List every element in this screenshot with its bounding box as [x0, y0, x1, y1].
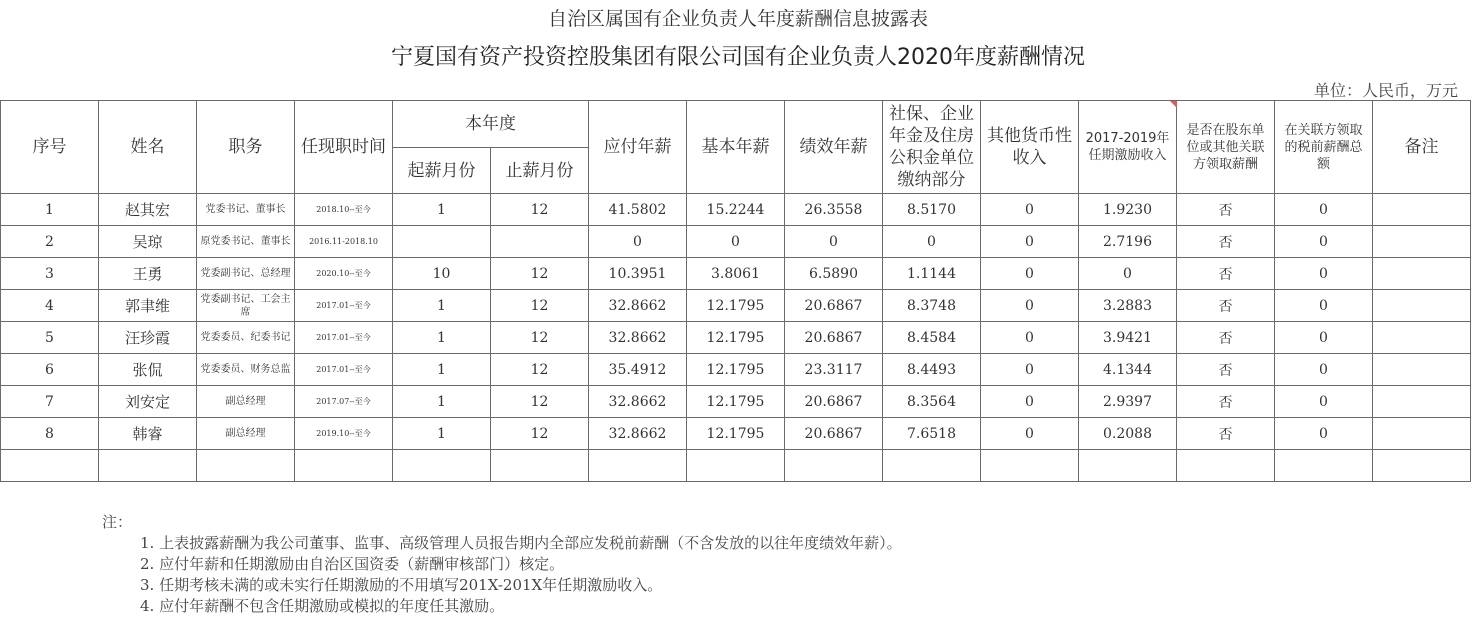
cell-performance-salary: 20.6867	[785, 290, 883, 322]
cell-position: 原党委书记、董事长	[197, 226, 295, 258]
cell-social-insurance: 8.3564	[883, 386, 981, 418]
cell-performance-salary: 0	[785, 226, 883, 258]
header-remark: 备注	[1373, 101, 1471, 194]
cell-social-insurance: 8.4584	[883, 322, 981, 354]
cell-related-total: 0	[1275, 418, 1373, 450]
cell-start-month	[393, 226, 491, 258]
table-row	[1, 322, 1471, 354]
cell-name: 赵其宏	[99, 194, 197, 226]
cell-other-income: 0	[981, 194, 1079, 226]
cell-empty	[1177, 450, 1275, 482]
cell-payable-salary: 32.8662	[589, 322, 687, 354]
cell-base-salary: 12.1795	[687, 290, 785, 322]
cell-empty	[393, 450, 491, 482]
table-row	[1, 226, 1471, 258]
cell-position: 党委副书记、工会主席	[197, 290, 295, 322]
cell-other-income: 0	[981, 258, 1079, 290]
cell-base-salary: 0	[687, 226, 785, 258]
table-row	[1, 386, 1471, 418]
cell-term-incentive: 0.2088	[1079, 418, 1177, 450]
cell-seq: 1	[1, 194, 99, 226]
cell-term-incentive: 2.9397	[1079, 386, 1177, 418]
cell-start-month: 1	[393, 194, 491, 226]
cell-remark	[1373, 290, 1471, 322]
cell-end-month: 12	[491, 386, 589, 418]
cell-payable-salary: 41.5802	[589, 194, 687, 226]
cell-social-insurance: 8.4493	[883, 354, 981, 386]
cell-term-incentive: 1.9230	[1079, 194, 1177, 226]
cell-performance-salary: 20.6867	[785, 386, 883, 418]
cell-name: 刘安定	[99, 386, 197, 418]
header-name: 姓名	[99, 101, 197, 194]
cell-payable-salary: 10.3951	[589, 258, 687, 290]
cell-term-incentive: 4.1344	[1079, 354, 1177, 386]
table-row	[1, 194, 1471, 226]
cell-performance-salary: 6.5890	[785, 258, 883, 290]
cell-empty	[589, 450, 687, 482]
note-item: 3. 任期考核未满的或未实行任期激励的不用填写201X-201X年任期激励收入。	[140, 576, 663, 594]
cell-social-insurance: 1.1144	[883, 258, 981, 290]
cell-shareholder-pay: 否	[1177, 290, 1275, 322]
cell-empty	[1, 450, 99, 482]
cell-related-total: 0	[1275, 226, 1373, 258]
cell-seq: 6	[1, 354, 99, 386]
cell-related-total: 0	[1275, 290, 1373, 322]
cell-seq: 2	[1, 226, 99, 258]
cell-tenure: 2018.10--至今	[295, 194, 393, 226]
cell-name: 汪珍霞	[99, 322, 197, 354]
cell-remark	[1373, 258, 1471, 290]
cell-empty	[197, 450, 295, 482]
cell-tenure: 2017.01--至今	[295, 290, 393, 322]
cell-term-incentive: 3.2883	[1079, 290, 1177, 322]
table-row	[1, 258, 1471, 290]
cell-base-salary: 12.1795	[687, 386, 785, 418]
cell-position: 副总经理	[197, 418, 295, 450]
cell-start-month: 1	[393, 418, 491, 450]
cell-other-income: 0	[981, 418, 1079, 450]
cell-empty	[1373, 450, 1471, 482]
table-row-empty	[1, 450, 1471, 482]
cell-remark	[1373, 386, 1471, 418]
cell-remark	[1373, 322, 1471, 354]
cell-payable-salary: 0	[589, 226, 687, 258]
header-base-salary: 基本年薪	[687, 101, 785, 194]
cell-payable-salary: 32.8662	[589, 290, 687, 322]
cell-name: 吴琼	[99, 226, 197, 258]
cell-end-month: 12	[491, 418, 589, 450]
header-term-incentive: 2017-2019年任期激励收入	[1079, 101, 1177, 194]
cell-term-incentive: 2.7196	[1079, 226, 1177, 258]
cell-tenure: 2017.07--至今	[295, 386, 393, 418]
table-row	[1, 354, 1471, 386]
cell-empty	[687, 450, 785, 482]
cell-seq: 5	[1, 322, 99, 354]
cell-term-incentive: 0	[1079, 258, 1177, 290]
header-seq: 序号	[1, 101, 99, 194]
cell-position: 党委书记、董事长	[197, 194, 295, 226]
table-row	[1, 290, 1471, 322]
cell-term-incentive: 3.9421	[1079, 322, 1177, 354]
cell-performance-salary: 23.3117	[785, 354, 883, 386]
cell-remark	[1373, 418, 1471, 450]
cell-position: 党委委员、财务总监	[197, 354, 295, 386]
cell-base-salary: 12.1795	[687, 322, 785, 354]
cell-end-month: 12	[491, 258, 589, 290]
cell-tenure: 2016.11-2018.10	[295, 226, 393, 258]
cell-remark	[1373, 194, 1471, 226]
cell-seq: 3	[1, 258, 99, 290]
header-shareholder-pay: 是否在股东单位或其他关联方领取薪酬	[1177, 101, 1275, 194]
cell-shareholder-pay: 否	[1177, 258, 1275, 290]
cell-empty	[491, 450, 589, 482]
cell-remark	[1373, 354, 1471, 386]
cell-empty	[99, 450, 197, 482]
cell-start-month: 1	[393, 354, 491, 386]
cell-tenure: 2019.10--至今	[295, 418, 393, 450]
cell-tenure: 2017.01--至今	[295, 322, 393, 354]
cell-other-income: 0	[981, 386, 1079, 418]
note-item: 2. 应付年薪和任期激励由自治区国资委（薪酬审核部门）核定。	[140, 555, 565, 573]
cell-related-total: 0	[1275, 354, 1373, 386]
cell-end-month	[491, 226, 589, 258]
cell-shareholder-pay: 否	[1177, 194, 1275, 226]
cell-empty	[295, 450, 393, 482]
note-item: 1. 上表披露薪酬为我公司董事、监事、高级管理人员报告期内全部应发税前薪酬（不含发放的以往年度绩效年薪）。	[140, 534, 902, 552]
cell-start-month: 10	[393, 258, 491, 290]
cell-end-month: 12	[491, 354, 589, 386]
notes-label: 注：	[102, 513, 133, 531]
cell-social-insurance: 8.3748	[883, 290, 981, 322]
header-current-year: 本年度	[393, 101, 589, 148]
table-row	[1, 418, 1471, 450]
cell-shareholder-pay: 否	[1177, 418, 1275, 450]
cell-position: 党委委员、纪委书记	[197, 322, 295, 354]
cell-seq: 7	[1, 386, 99, 418]
cell-social-insurance: 0	[883, 226, 981, 258]
cell-tenure: 2020.10--至今	[295, 258, 393, 290]
cell-base-salary: 12.1795	[687, 418, 785, 450]
cell-name: 郭聿维	[99, 290, 197, 322]
cell-other-income: 0	[981, 354, 1079, 386]
cell-position: 副总经理	[197, 386, 295, 418]
cell-social-insurance: 7.6518	[883, 418, 981, 450]
header-payable-salary: 应付年薪	[589, 101, 687, 194]
cell-seq: 4	[1, 290, 99, 322]
cell-related-total: 0	[1275, 386, 1373, 418]
cell-related-total: 0	[1275, 322, 1373, 354]
cell-payable-salary: 32.8662	[589, 386, 687, 418]
cell-remark	[1373, 226, 1471, 258]
page-title: 自治区属国有企业负责人年度薪酬信息披露表	[547, 8, 928, 30]
cell-performance-salary: 20.6867	[785, 322, 883, 354]
cell-other-income: 0	[981, 226, 1079, 258]
header-start-month: 起薪月份	[393, 148, 491, 194]
cell-related-total: 0	[1275, 194, 1373, 226]
cell-other-income: 0	[981, 290, 1079, 322]
cell-name: 韩睿	[99, 418, 197, 450]
cell-empty	[883, 450, 981, 482]
cell-base-salary: 15.2244	[687, 194, 785, 226]
header-performance-salary: 绩效年薪	[785, 101, 883, 194]
cell-empty	[1079, 450, 1177, 482]
comment-marker-icon	[1170, 101, 1177, 108]
notes-section	[102, 512, 902, 617]
cell-base-salary: 12.1795	[687, 354, 785, 386]
unit-label: 单位：人民币，万元	[1313, 81, 1458, 100]
cell-name: 张侃	[99, 354, 197, 386]
cell-end-month: 12	[491, 194, 589, 226]
header-end-month: 止薪月份	[491, 148, 589, 194]
cell-position: 党委副书记、总经理	[197, 258, 295, 290]
cell-shareholder-pay: 否	[1177, 354, 1275, 386]
cell-end-month: 12	[491, 322, 589, 354]
cell-empty	[785, 450, 883, 482]
header-other-income: 其他货币性收入	[981, 101, 1079, 194]
cell-social-insurance: 8.5170	[883, 194, 981, 226]
cell-start-month: 1	[393, 290, 491, 322]
cell-payable-salary: 35.4912	[589, 354, 687, 386]
header-related-total: 在关联方领取的税前薪酬总额	[1275, 101, 1373, 194]
salary-table	[0, 100, 1471, 482]
cell-shareholder-pay: 否	[1177, 322, 1275, 354]
cell-payable-salary: 32.8662	[589, 418, 687, 450]
header-social-insurance: 社保、企业年金及住房公积金单位缴纳部分	[883, 101, 981, 194]
header-tenure: 任现职时间	[295, 101, 393, 194]
cell-start-month: 1	[393, 386, 491, 418]
cell-performance-salary: 26.3558	[785, 194, 883, 226]
cell-empty	[981, 450, 1079, 482]
cell-seq: 8	[1, 418, 99, 450]
table-subtitle: 宁夏国有资产投资控股集团有限公司国有企业负责人2020年度薪酬情况	[391, 45, 1085, 70]
cell-shareholder-pay: 否	[1177, 386, 1275, 418]
header-position: 职务	[197, 101, 295, 194]
cell-tenure: 2017.01--至今	[295, 354, 393, 386]
cell-end-month: 12	[491, 290, 589, 322]
cell-other-income: 0	[981, 322, 1079, 354]
cell-shareholder-pay: 否	[1177, 226, 1275, 258]
cell-name: 王勇	[99, 258, 197, 290]
cell-empty	[1275, 450, 1373, 482]
cell-start-month: 1	[393, 322, 491, 354]
cell-base-salary: 3.8061	[687, 258, 785, 290]
cell-related-total: 0	[1275, 258, 1373, 290]
cell-performance-salary: 20.6867	[785, 418, 883, 450]
note-item: 4. 应付年薪酬不包含任期激励或模拟的年度任其激励。	[140, 597, 505, 615]
